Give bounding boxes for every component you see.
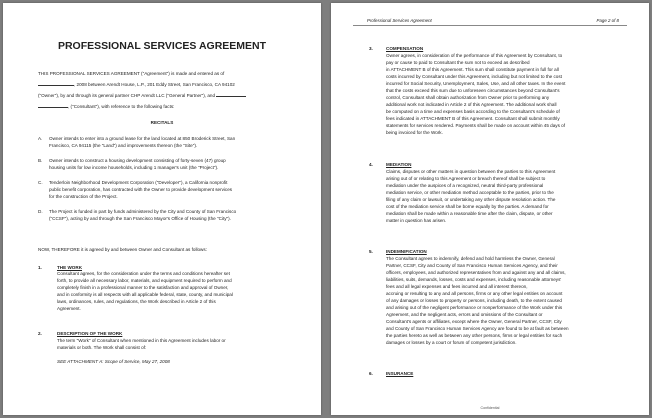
page-number: Page 2 of 8 xyxy=(596,18,619,23)
document-title: PROFESSIONAL SERVICES AGREEMENT xyxy=(57,40,267,52)
section-1-title: THE WORK xyxy=(57,265,83,270)
intro-line-2: , 2008 between Arendt House, L.P., 201 Eddy Street, San Francisco, CA 94102 xyxy=(38,81,235,89)
document-page-2: Professional Services Agreement Page 2 of 8 3. COMPENSATION Owner agrees, in consideration of the performance of this Agreement by Consultant, to pay or cause to paid to Consultant the sum not to exceed as described in ATTACHMENT B of this Agreement. This sum shall constitute payment in full for all costs incurred by Consultant under this Agreement, including but not limited to the cost incurred for Social Security, Unemployment, Sales, Use, and all other taxes. In the event that the costs exceed this sum due to unforeseen circumstances beyond Consultant's control, Consultant shall obtain authorization from Owner prior to performing any additional work not indicated in Article 2 of this Agreement. The additional work shall be computed on a time and expenses basis according to the Consultant's schedule of fees indicated in ATTACHMENT B of this Agreement. Consultant shall submit monthly statements for services rendered. Payments shall be made on account within 45 days of being invoiced for the Work. 4. MEDIATION Claims, disputes or other matters in question between the parties to this Agreement arising out of or relating to this Agreement or breach thereof shall be subject to mediation under the auspices of a recognized, neutral third-party professional mediation service, or other mediation method acceptable to the parties, prior to the filing of any claim or lawsuit, or undertaking any other dispute resolution action. The cost of the mediation service shall be borne equally by the parties. A demand for mediation shall be made within a reasonable time after the claim, dispute, or other matter in question has arisen. 5. INDEMNIFICATION The Consultant agrees to indemnify, defend and hold harmless the Owner, General Partner, CCSF, City and County of San Francisco Human Services Agency, and their officers, employees, and authorized representatives from and against any and all claims, liabilities, suits, demands, losses, costs and expenses, including reasonable attorneys' fees and all legal expenses and fees incurred and all interest thereon, accruing or resulting to any and all persons, firms or any other legal entities on account of any damages or losses to property or persons, including death, to the extent caused and arising out of the negligent performance or nonperformance of the Work under this Agreement, and the negligent acts, errors and omissions of the Consultant or Consultant's agents or affiliates, except where the Owner, General Partner, CCSF, City and County of San Francisco Human Services Agency are found to be at fault as between the parties hereto as well as between any other persons, firms or legal entities for such damages or losses by a court or forum of competent jurisdiction. 6. INSURANCE Confidential xyxy=(331,3,649,415)
page-footer: Confidential xyxy=(480,406,500,410)
attachment-a-reference: SEE ATTACHMENT A: Scope of Service, May 27, 2008 xyxy=(57,359,170,364)
now-therefore-clause: NOW, THEREFORE it is agreed by and between Owner and Consultant as follows: xyxy=(38,247,207,252)
header-divider xyxy=(353,25,627,26)
section-5-title: INDEMNIFICATION xyxy=(386,249,427,254)
recitals-heading: RECITALS xyxy=(150,120,174,125)
section-4-title: MEDIATION xyxy=(386,162,412,167)
intro-line-1: THIS PROFESSIONAL SERVICES AGREEMENT ("Agreement") is made and entered as of xyxy=(38,71,225,76)
section-3-number: 3. xyxy=(369,46,373,51)
section-4-number: 4. xyxy=(369,162,373,167)
intro-line-3: ("Owner"), by and through its general partner CHP Arendt LLC ("General Partner"), and xyxy=(38,92,246,100)
section-2-title: DESCRIPTION OF THE WORK xyxy=(57,331,123,336)
section-3-title: COMPENSATION xyxy=(386,46,424,51)
intro-line-4: , ("Consultant"), with reference to the following facts: xyxy=(38,103,174,111)
section-2-number: 2. xyxy=(38,331,42,336)
section-5-number: 5. xyxy=(369,249,373,254)
section-6-number: 6. xyxy=(369,371,373,376)
section-6-title: INSURANCE xyxy=(386,371,414,376)
document-page-1: PROFESSIONAL SERVICES AGREEMENT THIS PROFESSIONAL SERVICES AGREEMENT ("Agreement") is made and entered as of , 2008 between Arendt House, L.P., 201 Eddy Street, San Francisco, CA 94102 ("Owner"), by and through its general partner CHP Arendt LLC ("General Partner"), and , ("Consultant"), with reference to the following facts: RECITALS A. Owner intends to enter into a ground lease for the land located at 850 Broderick Street, San Francisco, CA 94115 (the "Land") and improvements thereon (the "Site"). B. Owner intends to construct a housing development consisting of forty-seven (47) group housing units for low income households, including 1 manager's unit (the "Project"). C. Tenderloin Neighborhood Development Corporation ("Developer"), a California nonprofit public benefit corporation, has contracted with the Owner to provide development services for the construction of the Project. D. The Project is funded in part by funds administered by the City and County of San Francisco ("CCSF"), acting by and through the San Francisco Mayor's Office of Housing (the "City"). NOW, THEREFORE it is agreed by and between Owner and Consultant as follows: 1. THE WORK Consultant agrees, for the consideration under the terms and conditions hereafter set forth, to provide all necessary labor, materials, and equipment required to perform and completely finish in a professional manner to the satisfaction and approval of Owner, and in conformity is all respects with all applicable federal, state, county, and municipal laws, ordinances, rules, and regulations, the Work described in Article 2 of this Agreement. 2. DESCRIPTION OF THE WORK The term "Work" of Consultant when mentioned in this Agreement includes labor or materials or both. The Work shall consist of: SEE ATTACHMENT A: Scope of Service, May 27, 2008 xyxy=(3,3,321,415)
section-1-number: 1. xyxy=(38,265,42,270)
page-header-title: Professional Services Agreement xyxy=(367,18,432,23)
